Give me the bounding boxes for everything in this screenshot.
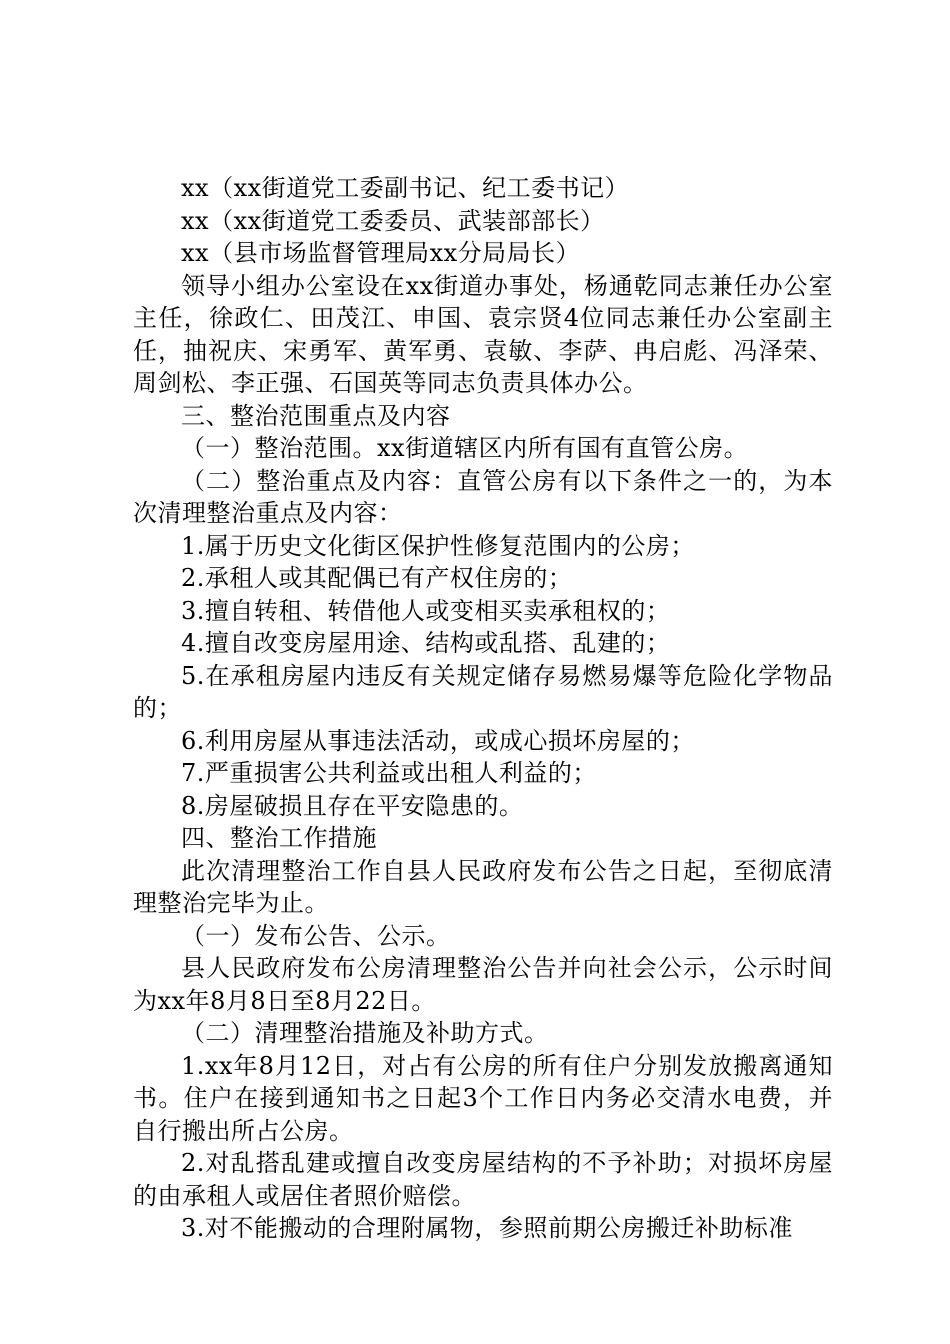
paragraph-office: 领导小组办公室设在xx街道办事处，杨通乾同志兼任办公室主任，徐政仁、田茂江、申国、袁宗贤4位同志兼任办公室副主任，抽祝庆、宋勇军、黄军勇、袁敏、李萨、冉启彪、冯泽荣、周剑松、李正强、石国英等同志负责具体办公。 bbox=[133, 271, 833, 397]
paragraph-announce: 县人民政府发布公房清理整治公告并向社会公示，公示时间为xx年8月8日至8月22日。 bbox=[133, 954, 833, 1015]
measure-item-3: 3.对不能搬动的合理附属物，参照前期公房搬迁补助标准 bbox=[181, 1214, 793, 1242]
list-item-1: 1.属于历史文化街区保护性修复范围内的公房； bbox=[181, 531, 695, 560]
list-item-5: 5.在承租房屋内违反有关规定储存易燃易爆等危险化学物品的； bbox=[133, 661, 833, 722]
paragraph-member-2: xx（xx街道党工委委员、武装部部长） bbox=[181, 206, 605, 235]
paragraph-duration: 此次清理整治工作自县人民政府发布公告之日起，至彻底清理整治完毕为止。 bbox=[133, 856, 833, 917]
paragraph-member-1: xx（xx街道党工委副书记、纪工委书记） bbox=[181, 174, 630, 202]
list-item-2: 2.承租人或其配偶已有产权住房的； bbox=[181, 564, 573, 592]
list-item-4: 4.擅自改变房屋用途、结构或乱搭、乱建的； bbox=[181, 629, 671, 657]
list-item-3: 3.擅自转租、转借他人或变相买卖承租权的； bbox=[181, 596, 671, 625]
paragraph-focus: （二）整治重点及内容：直管公房有以下条件之一的，为本次清理整治重点及内容： bbox=[133, 466, 833, 527]
paragraph-member-3: xx（县市场监督管理局xx分局局长） bbox=[181, 239, 581, 267]
subheading-announce: （一）发布公告、公示。 bbox=[181, 921, 451, 950]
section-heading-3: 三、整治范围重点及内容 bbox=[181, 401, 451, 430]
list-item-7: 7.严重损害公共利益或出租人利益的； bbox=[181, 759, 597, 787]
list-item-6: 6.利用房屋从事违法活动，或成心损坏房屋的； bbox=[181, 726, 695, 755]
section-heading-4: 四、整治工作措施 bbox=[181, 824, 377, 852]
document-body bbox=[133, 172, 833, 1245]
subheading-measures: （二）清理整治措施及补助方式。 bbox=[181, 1019, 549, 1047]
measure-item-2: 2.对乱搭乱建或擅自改变房屋结构的不予补助；对损坏房屋的由承租人或居住者照价赔偿。 bbox=[133, 1149, 833, 1210]
measure-item-1: 1.xx年8月12日，对占有公房的所有住户分别发放搬离通知书。住户在接到通知书之日起3个工作日内务必交清水电费，并自行搬出所占公房。 bbox=[133, 1051, 833, 1145]
list-item-8: 8.房屋破损且存在平安隐患的。 bbox=[181, 791, 524, 820]
paragraph-scope: （一）整治范围。xx街道辖区内所有国有直管公房。 bbox=[181, 434, 749, 462]
